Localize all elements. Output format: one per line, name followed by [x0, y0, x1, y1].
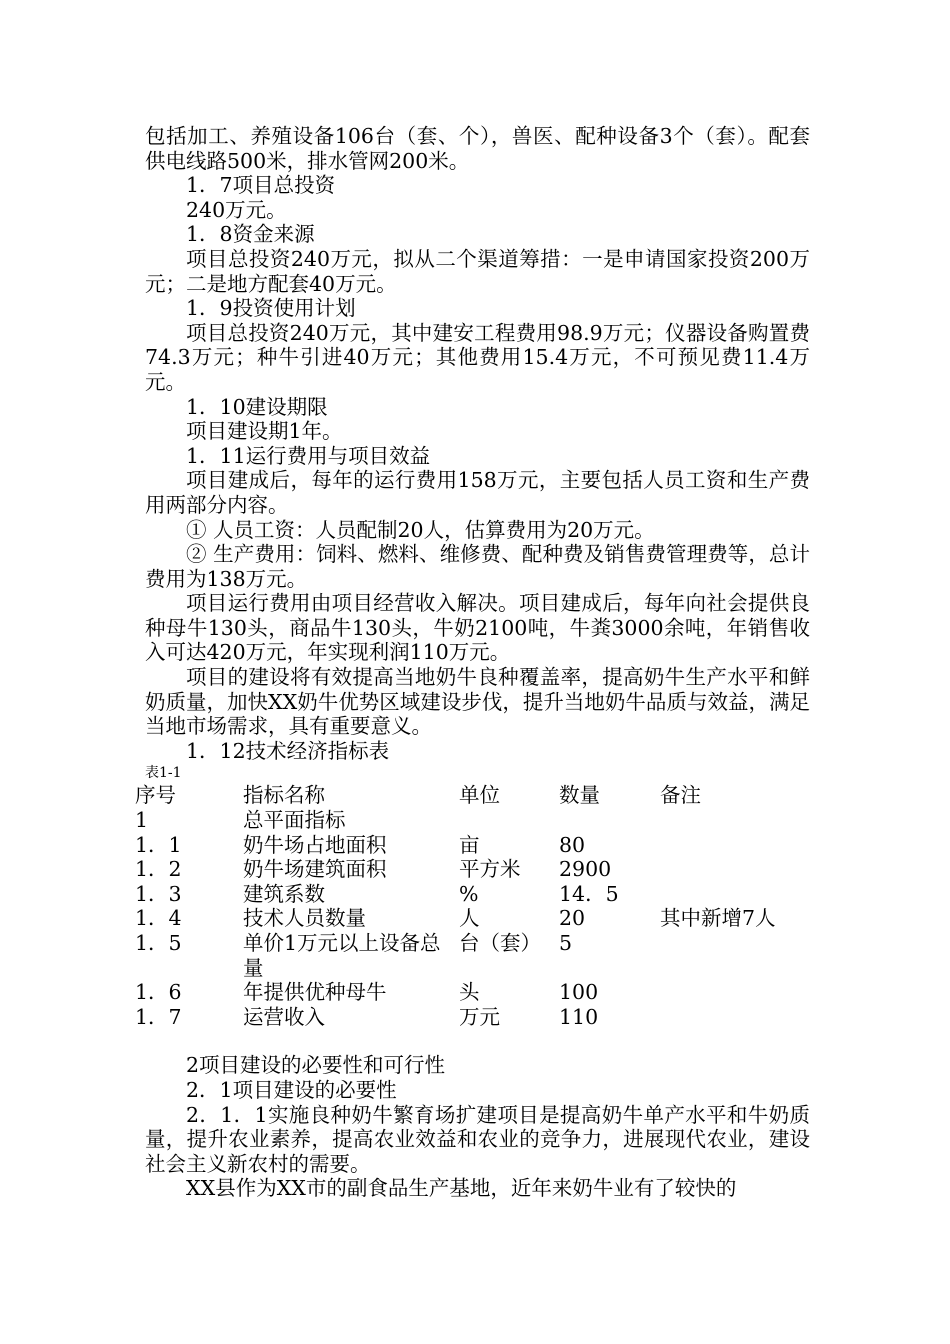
header-name: 指标名称: [243, 783, 325, 808]
note-cell: [660, 808, 825, 833]
table-row: [135, 906, 825, 931]
table-row: [135, 1005, 825, 1030]
indicator-name-cell: 运营收入: [243, 1004, 325, 1029]
note-cell: [660, 882, 825, 907]
indicator-name-cell: 奶牛场占地面积: [243, 832, 387, 857]
row-index-cell: 1．2: [135, 857, 182, 882]
header-unit: 单位: [459, 783, 500, 808]
table-body: [135, 808, 825, 1029]
unit-cell: 平方米: [459, 857, 521, 882]
row-index-cell: 1: [135, 808, 149, 833]
unit-cell: %: [459, 881, 479, 906]
section-heading: 1．12技术经济指标表: [186, 738, 390, 763]
paragraph: 2．1．1实施良种奶牛繁育场扩建项目是提高奶牛单产水平和牛奶质量，提升农业素养，提高农业效益和农业的竞争力，进展现代农业，建设社会主义新农村的需要。: [145, 1102, 810, 1176]
section-heading: 2．1项目建设的必要性: [186, 1077, 397, 1102]
indicator-name-cell: 单价1万元以上设备总量: [243, 931, 441, 980]
section-heading: 1．9投资使用计划: [186, 296, 356, 321]
unit-cell: 万元: [459, 1004, 500, 1029]
row-index-cell: 1．5: [135, 931, 182, 955]
table-row: [135, 882, 825, 907]
table-row: [135, 857, 825, 882]
quantity-cell: 80: [559, 832, 586, 857]
quantity-cell: 20: [559, 906, 586, 931]
header-quantity: 数量: [559, 783, 600, 808]
indicator-name-cell: 奶牛场建筑面积: [243, 857, 387, 882]
paragraph: XX县作为XX市的副食品生产基地，近年来奶牛业有了较快的: [186, 1176, 737, 1201]
row-index-cell: 1．7: [135, 1004, 182, 1029]
quantity-cell: 110: [559, 1004, 599, 1029]
unit-cell: 亩: [459, 832, 480, 857]
quantity-cell: [559, 808, 660, 833]
paragraph: 项目建成后，每年的运行费用158万元，主要包括人员工资和生产费用两部分内容。: [145, 468, 810, 517]
body-text-top: [145, 124, 810, 763]
paragraph: 项目运行费用由项目经营收入解决。项目建成后，每年向社会提供良种母牛130头，商品牛130头，牛奶2100吨，牛粪3000余吨，年销售收入可达420万元，年实现利润110万元。: [145, 591, 810, 665]
quantity-cell: 14．5: [559, 881, 619, 906]
section-heading: 240万元。: [186, 197, 287, 222]
paragraph: 项目总投资240万元，拟从二个渠道筹措：一是申请国家投资200万元；二是地方配套40万元。: [145, 246, 810, 296]
note-cell: [660, 931, 825, 980]
row-index-cell: 1．4: [135, 906, 182, 931]
paragraph: ② 生产费用：饲料、燃料、维修费、配种费及销售费管理费等，总计费用为138万元。: [145, 542, 810, 591]
table-header-row: [135, 783, 825, 808]
body-text-bottom: [145, 1053, 810, 1201]
indicator-name-cell: 总平面指标: [243, 808, 346, 833]
indicator-name-cell: 年提供优种母牛: [243, 980, 387, 1005]
header-note: 备注: [660, 783, 701, 808]
quantity-cell: 100: [559, 980, 599, 1005]
section-heading: 1．10建设期限: [186, 394, 328, 419]
note-cell: 其中新增7人: [660, 906, 776, 931]
section-heading: 1．8资金来源: [186, 222, 315, 247]
paragraph: 项目总投资240万元，其中建安工程费用98.9万元；仪器设备购置费74.3万元；种牛引进40万元；其他费用15.4万元，不可预见费11.4万元。: [145, 320, 810, 394]
header-index: 序号: [135, 783, 176, 808]
section-heading: 1．7项目总投资: [186, 173, 336, 198]
row-index-cell: 1．1: [135, 832, 182, 857]
table-row: [135, 931, 825, 980]
unit-cell: 头: [459, 980, 480, 1005]
indicator-name-cell: 建筑系数: [243, 881, 325, 906]
spacer: [145, 1029, 810, 1053]
unit-cell: [459, 808, 559, 833]
table-row: [135, 833, 825, 858]
row-index-cell: 1．3: [135, 881, 182, 906]
indicator-table: [135, 783, 825, 1029]
note-cell: [660, 980, 825, 1005]
document-page: [135, 124, 810, 1201]
unit-cell: 台（套）: [459, 931, 541, 955]
table-row: [135, 808, 825, 833]
unit-cell: 人: [459, 906, 480, 931]
table-caption: 表1-1: [145, 765, 182, 782]
quantity-cell: 5: [559, 931, 573, 955]
note-cell: [660, 857, 825, 882]
section-heading: 2项目建设的必要性和可行性: [186, 1053, 446, 1078]
section-heading: 1．11运行费用与项目效益: [186, 443, 431, 468]
row-index-cell: 1．6: [135, 980, 182, 1005]
quantity-cell: 2900: [559, 857, 612, 882]
paragraph: 包括加工、养殖设备106台（套、个），兽医、配种设备3个（套）。配套供电线路500米，排水管网200米。: [145, 124, 810, 173]
note-cell: [660, 1005, 825, 1030]
indicator-name-cell: 技术人员数量: [243, 906, 366, 931]
paragraph: ① 人员工资：人员配制20人，估算费用为20万元。: [186, 517, 655, 542]
table-row: [135, 980, 825, 1005]
paragraph: 项目的建设将有效提高当地奶牛良种覆盖率，提高奶牛生产水平和鲜奶质量，加快XX奶牛优势区域建设步伐，提升当地奶牛品质与效益，满足当地市场需求，具有重要意义。: [145, 665, 810, 739]
section-heading: 项目建设期1年。: [186, 419, 343, 444]
note-cell: [660, 833, 825, 858]
